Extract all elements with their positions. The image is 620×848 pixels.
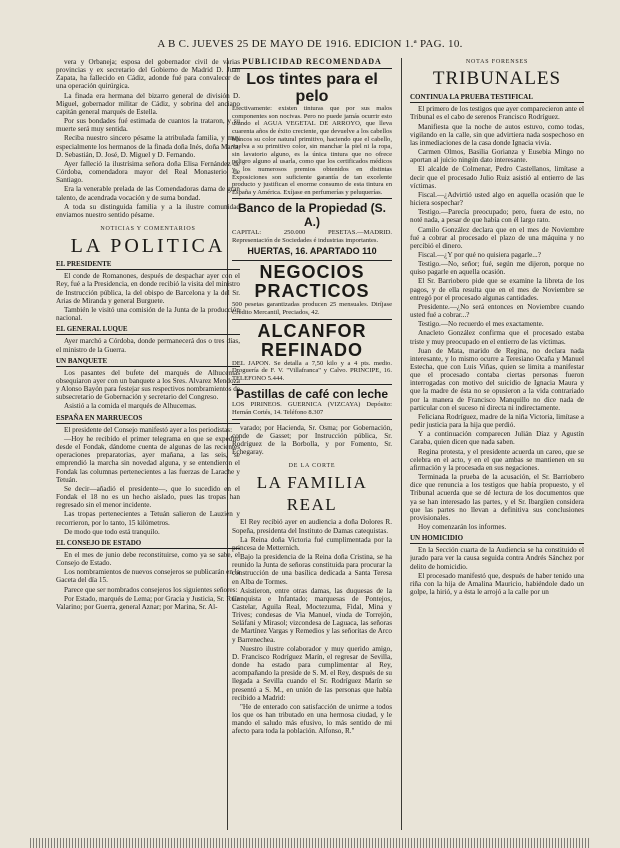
paragraph: Feliciana Rodríguez, madre de la niña Victoria, limítase a pedir justicia para la hija que perdió. <box>410 412 584 430</box>
paragraph: Fiscal.—¿Advirtió usted algo en aquella ocasión que le hiciera sospechar? <box>410 190 584 208</box>
advert-pastillas <box>232 385 392 419</box>
advert-title: ALCANFOR REFINADO <box>257 320 367 360</box>
paragraph: varado; por Hacienda, Sr. Osma; por Gobernación, conde de Gasset; por Instrucción pública, Sr. Rodríguez de la Borbolla, y por Fomento, Sr. Echegaray. <box>232 423 392 457</box>
section-kicker: DE LA CORTE <box>288 463 336 470</box>
paragraph: Los nombramientos de nuevos consejeros se publicarán en la Gaceta del día 15. <box>56 568 240 585</box>
advert-title: NEGOCIOS PRACTICOS <box>254 262 370 302</box>
subheading: EL GENERAL LUQUE <box>56 325 240 335</box>
advert-negocios <box>232 261 392 319</box>
paragraph: Ayer marchó a Córdoba, donde permanecerá dos o tres días, el ministro de la Guerra. <box>56 337 240 354</box>
paragraph: Por Estado, marqués de Lema; por Gracia y Justicia, Sr. Ruiz Valarino; por Guerra, general Aznar; por Marina, Sr. Al- <box>56 594 240 611</box>
paragraph: Anacleto González confirma que el procesado estaba triste y muy preocupado en el entierro de las víctimas. <box>410 329 584 346</box>
paragraph: El Rey recibió ayer en audiencia a doña Dolores R. Sopeña, presidenta del Instituto de Damas catequistas. <box>232 518 392 535</box>
paragraph: La Reina doña Victoria fué cumplimentada por la princesa de Metternich. <box>232 535 392 552</box>
section-title: TRIBUNALES <box>432 68 562 90</box>
section-title: LA POLITICA <box>70 235 226 258</box>
column-right <box>410 58 584 830</box>
paragraph: Testigo.—Parecía preocupado; pero, fuera de esto, no noté nada, a pesar de que había con él largo rato. <box>410 208 584 225</box>
paragraph: Por sus bondades fué estimada de cuantos la trataron, y su muerte será muy sentida. <box>56 117 240 134</box>
advert-banco <box>232 199 392 261</box>
subheading: CONTINUA LA PRUEBA TESTIFICAL <box>410 93 584 103</box>
section-kicker: NOTAS FORENSES <box>465 59 529 65</box>
paragraph: Juan de Mata, marido de Regina, no declara nada interesante, y lo mismo ocurre a Teresiano Ocaña y Manuel Estecha, que con Luis Viñas, quien se limita a manifestar que el procesado contaba ciertas personas fueron interrogadas con motivo del suicidio de Ignacia Maura y que la madre de ésta no se opusieron a la vida contrariado por la manera de Francisco Manquillo no dice nada de particular con el suceso ni directa ni indirectamente. <box>410 346 584 412</box>
advert-section-heading: PUBLICIDAD RECOMENDADA <box>232 58 392 69</box>
paragraph: Se decir—añadió el presidente—, que lo sucedido en el Fondak el 18 no es un hecho aislado, pues las tropas han regresado sin el menor incidente. <box>56 484 240 510</box>
advert-title: Banco de la Propiedad (S. A.) <box>237 201 387 230</box>
page-bottom-edge <box>30 838 590 848</box>
paragraph: Presidente.—¿No será entonces en Noviembre cuando usted fué a cobrar...? <box>410 302 584 320</box>
paragraph: A toda su distinguida familia y a la ilustre comunidad enviamos nuestro sentido pésame. <box>56 202 240 219</box>
paragraph: En el mes de junio debe reconstituirse, como ya se sabe, el Consejo de Estado. <box>56 550 240 568</box>
subheading: UN HOMICIDIO <box>410 534 584 544</box>
paragraph: El presidente del Consejo manifestó ayer a los periodistas: <box>64 425 233 434</box>
advert-body: DEL JAPON. Se detalla a 7,50 kilo y a 4 pts. medio. Droguería de F. V. "Villafranca" y Calvo. PRINCIPE, 16. TELEFONO 5.444. <box>232 359 392 382</box>
paragraph: La finada era hermana del bizarro general de división D. Miguel, gobernador militar de Cádiz, y sobrina del anciano capitán general marqués de Estella. <box>56 91 240 116</box>
paragraph: Carmen Olmos, Basilia Gorianza y Eusebia Mingo no aportan al juicio ningún dato interesante. <box>410 148 584 165</box>
paragraph: Asistió a la comida el marqués de Alhucemas. <box>64 402 197 411</box>
advert-address: HUERTAS, 16. APARTADO 110 <box>247 246 377 257</box>
subheading: ESPAÑA EN MARRUECOS <box>56 414 240 424</box>
paragraph: Y a continuación comparecen Julián Díaz y Agustín Caraba, quien dicen que nada saben. <box>410 430 584 447</box>
paragraph: El procesado manifestó que, después de haber tenido una riña con la hija de Amalina Mauricio, habiéndole dado un golpe, la hirió, y a ésta le arrojó a la calle por un <box>410 571 584 597</box>
paragraph: Fiscal.—¿Y por qué no quisiera pagarle...? <box>418 250 541 259</box>
section-kicker: NOTICIAS Y COMENTARIOS <box>100 225 196 232</box>
paragraph: Era la venerable prelada de las Comendadoras dama de gran talento, de acendrada vocación y de suma bondad. <box>56 185 240 202</box>
subheading: EL CONSEJO DE ESTADO <box>56 539 240 549</box>
advert-body: 500 pesetas garantizadas producen 25 mensuales. Diríjase Crédito Mercantil, Preciados, 42. <box>232 301 392 317</box>
paragraph: El Sr. Barriobero pide que se examine la libreta de los pagos, y de ella resulta que en el mes de Noviembre se entregó por el procesado algunas cantidades. <box>410 277 584 302</box>
paragraph: Testigo.—No, señor; fué, según me dijeron, porque no quiso pagarle en aquella ocasión. <box>410 260 584 277</box>
paragraph: De modo que todo está tranquilo. <box>64 527 160 536</box>
column-middle <box>232 58 392 830</box>
paragraph: Las tropas pertenecientes a Tetuán salieron de Lauzien y recorrieron, por lo tanto, 15 kilómetros. <box>56 510 240 527</box>
advert-title: Pastillas de café con leche <box>235 387 389 402</box>
paragraph: "He de enterado con satisfacción de unirme a todos los que os han tributado en una hermosa ciudad, y le mando el saludo más efusivo, lo más sentido de mi afecto para toda la población. Alfonso, R." <box>232 702 392 736</box>
column-rule <box>401 58 402 830</box>
paragraph: Asistieron, entre otras damas, las duquesas de la Conquista e Infantado; marquesas de Pontejos, Castelar, Aguila Real, Moctezuma, Fidal, Mina y Trives; condesas de Via Manuel, viuda de Torrejón, Seláfani y Mirasol; vizcondesa de Laguaca, las señoras de Martínez Vargas y Remedios y las señoritas de Arco y Barrenechea. <box>232 586 392 644</box>
advert-body: CAPITAL: 250.000 PESETAS.—MADRID. Representación de Sociedades é industrias importantes. <box>232 229 392 244</box>
advert-body: LOS PIRINEOS. GUERNICA (VIZCAYA) Depósito: Hernán Cortés, 14. Teléfono 8.307 <box>232 401 392 417</box>
paragraph: vera y Orbaneja; esposa del gobernador civil de varias provincias y ex secretario del Gobierno de Madrid D. Juan Zapata, ha fallecido en Cádiz, adonde fué para convalecer de una operación quirúrgica. <box>56 58 240 91</box>
paragraph: Reciba nuestro sincero pésame la atribulada familia, y muy especialmente los hermanos de la finada doña Inés, doña María, D. Sebastián, D. José, D. Miguel y D. Fernando. <box>56 134 240 159</box>
paragraph: Los pasantes del bufete del marqués de Alhucemas obsequiaron ayer con un banquete a los Sres. Alvarez Mendoza y Alonso Bayón para festejar sus respectivos nombramientos de subsecretario de Gobernación y secretario del Congreso. <box>56 368 240 402</box>
advert-body: Efectivamente: existen tinturas que por sus malos componentes son nocivas. Pero no puede jamás ocurrir esto usando el AGUA VEGETAL DE ARROYO, que lleva cuarenta años de éxito creciente, que devuelve a los cabellos blancos su color natural primitivo, haciendo que el cabello, vuelva a su primitivo color, sin manchar la piel ni la ropa, sin lavatorio alguno, es la única tintura que no ofrece peligro alguno al usarla, como que los certificados médicos y los numerosos premios obtenidos en distintas Exposiciones son suficiente garantía de tan excelente producto y justifican el enorme consumo de esta tintura en España y América. Exíjase en perfumerías y peluquerías. <box>232 105 392 196</box>
paragraph: También le visitó una comisión de la Junta de la producción nacional. <box>56 305 240 323</box>
paragraph: En la Sección cuarta de la Audiencia se ha constituido el jurado para ver la causa seguida contra Andrés Sánchez por delito de homicidio. <box>410 546 584 571</box>
section-title: LA FAMILIA REAL <box>256 473 368 515</box>
paragraph: El alcalde de Colmenar, Pedro Castellanos, limítase a decir que el procesado Julio Ruiz asistió al entierro de las víctimas. <box>410 165 584 190</box>
paragraph: Hoy comenzarán los informes. <box>418 522 507 531</box>
paragraph: Nuestro ilustre colaborador y muy querido amigo, D. Francisco Rodríguez Marín, el regresar de Sevilla, donde ha estado para cumplimentar al Rey, acompañando la preside de S. M. el Rey, después de su llegada a Sevilla cuando el Sr. Rodríguez Marín se presentó a S. M., en unión de las personas que había recibido a Madrid: <box>232 644 392 702</box>
subheading: UN BANQUETE <box>56 357 240 367</box>
advert-alcanfor <box>232 320 392 386</box>
subheading: EL PRESIDENTE <box>56 260 240 270</box>
paragraph: El primero de los testigos que ayer comparecieron ante el Tribunal es el cabo de serenos Francisco Rodríguez. <box>410 105 584 122</box>
paragraph: Terminada la prueba de la acusación, el Sr. Barriobero dice que renuncia a los testigos que había propuesto, y el Tribunal acuerda que se dé lectura de los documentos que ya se han interesado las partes, y el Sr. Ibargüen considera que las partes no llevan a definitiva sus conclusiones provisionales. <box>410 473 584 522</box>
paragraph: Parece que ser nombrados consejeros los siguientes señores: <box>64 585 238 594</box>
paragraph: El conde de Romanones, después de despachar ayer con el Rey, fué a la Presidencia, en donde recibió la visita del ministro de Instrucción pública, la del obispo de Barcelona y la del Sr. Arias de Miranda y general Burguete. <box>56 272 240 305</box>
advert-title: Los tintes para el pelo <box>246 71 378 106</box>
column-left <box>56 58 240 830</box>
paragraph: —Hoy he recibido el primer telegrama en que se expedito desde el Fondak, dándome cuenta de algunas de las recientes operaciones preparatorias, ayer mañana, a las seis, se emprendió la marcha sin novedad alguna, y se entendieron el Fondak las columnas pertenecientes a las fuerzas de Larache y Tetuán. <box>56 434 240 484</box>
paragraph: Testigo.—No recuerdo el mes exactamente. <box>418 320 544 329</box>
paragraph: Camilo González declara que en el mes de Noviembre fué a cobrar al procesado el plazo de una máquina y no percibió el dinero. <box>410 225 584 250</box>
page-header: A B C. JUEVES 25 DE MAYO DE 1916. EDICION 1.ª PAG. 10. <box>157 38 463 50</box>
paragraph: Bajo la presidencia de la Reina doña Cristina, se ha reunido la Junta de señoras constituida para procurar la construcción de una basílica dedicada a Santa Teresa en Alba de Tormes. <box>232 553 392 586</box>
advert-tintes <box>232 69 392 199</box>
paragraph: Ayer falleció la ilustrísima señora doña Elisa Fernández de Córdoba, comendadora mayor del Real Monasterio de Santiago. <box>56 159 240 185</box>
paragraph: Manifiesta que la noche de autos estuvo, como todas, vigilando en la calle, sin que advirtiera nada sospechoso en las inmediaciones de la casa donde Ignacia vivía. <box>410 122 584 147</box>
paragraph: Regina protesta, y el presidente acuerda un careo, que se celebra en el acto, y en el que ambas se mantienen en su afirmación y la procesada en sus negaciones. <box>410 447 584 472</box>
